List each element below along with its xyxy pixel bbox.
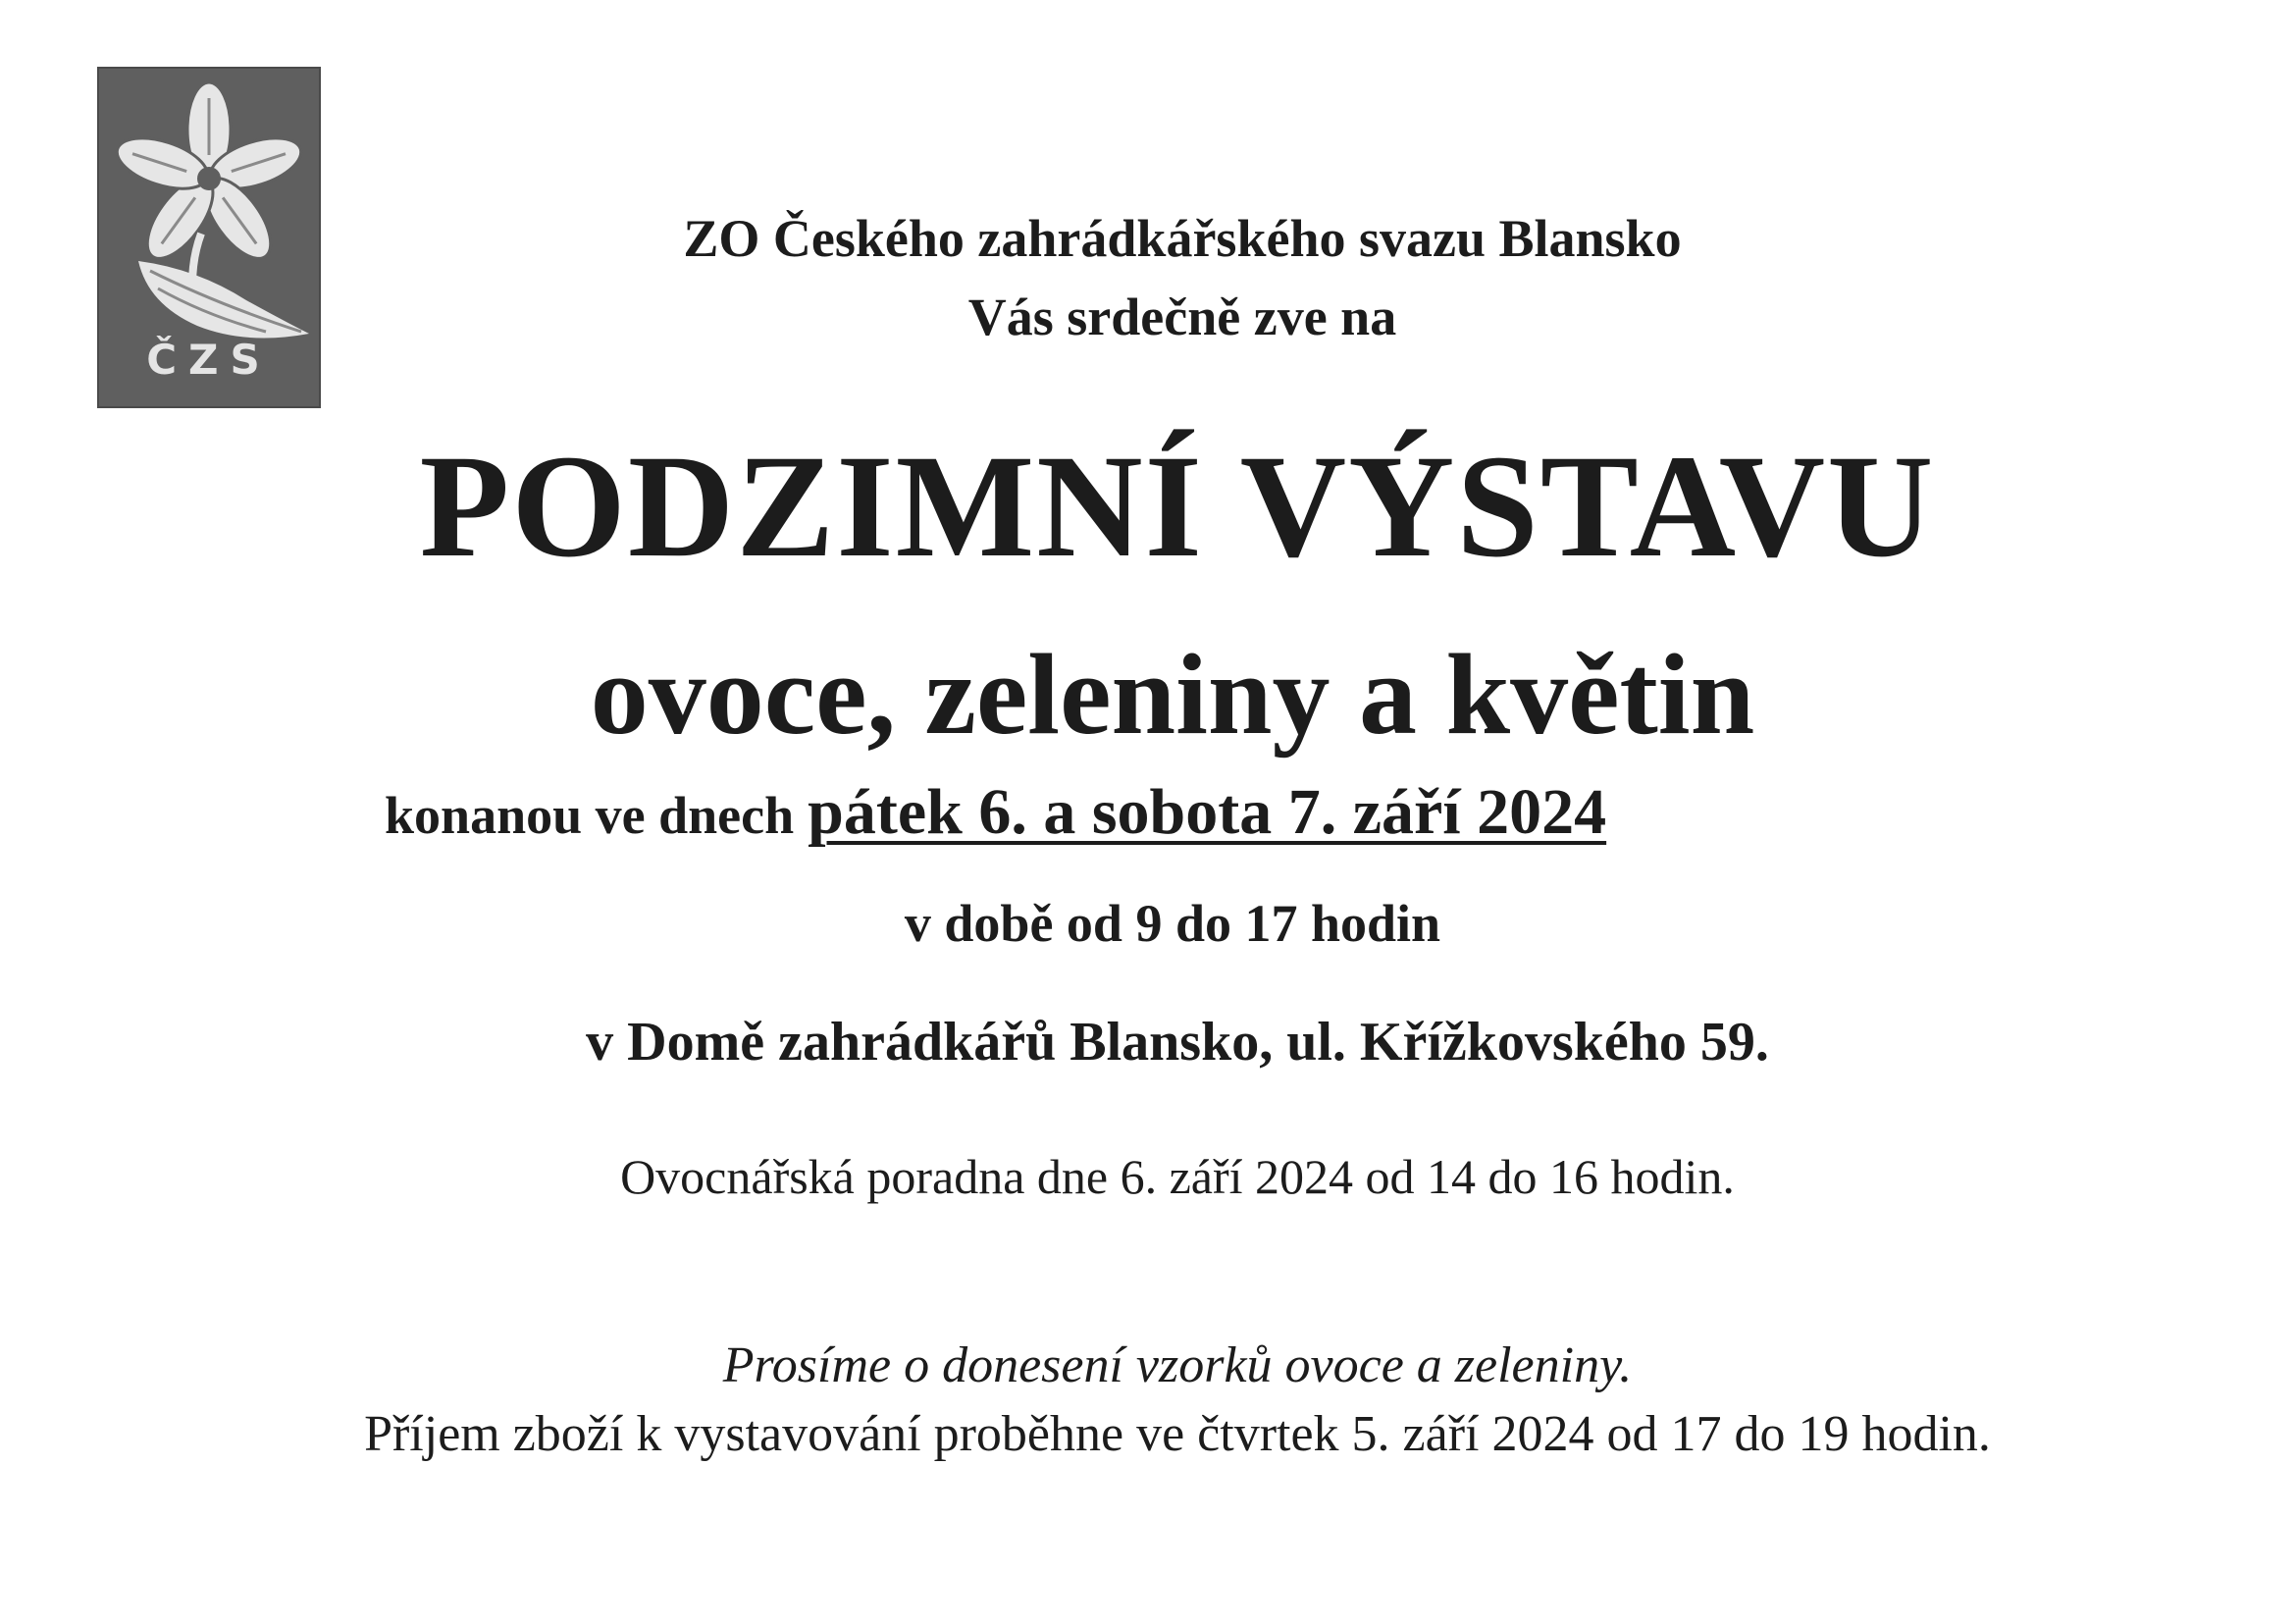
event-subtitle: ovoce, zeleniny a květin — [590, 630, 1755, 759]
czs-logo — [97, 67, 321, 408]
event-hours: v době od 9 do 17 hodin — [904, 894, 1441, 953]
consultation-note: Ovocnářská poradna dne 6. září 2024 od 14 do 16 hodin. — [620, 1149, 1735, 1204]
event-dates — [385, 775, 1606, 850]
invite-line: Vás srdečně zve na — [967, 288, 1397, 346]
samples-request: Prosíme o donesení vzorků ovoce a zeleniny. — [722, 1337, 1633, 1393]
event-venue: v Domě zahrádkářů Blansko, ul. Křížkovského 59. — [586, 1012, 1769, 1073]
event-title: PODZIMNÍ VÝSTAVU — [419, 425, 1936, 588]
organization-name: ZO Českého zahrádkářského svazu Blansko — [683, 209, 1682, 268]
dates-value: pátek 6. a sobota 7. září 2024 — [808, 776, 1607, 848]
receipt-note: Příjem zboží k vystavování proběhne ve čtvrtek 5. září 2024 od 17 do 19 hodin. — [364, 1406, 1991, 1462]
dates-prefix: konanou ve dnech — [385, 786, 795, 845]
logo-text: ČZS — [146, 336, 272, 384]
